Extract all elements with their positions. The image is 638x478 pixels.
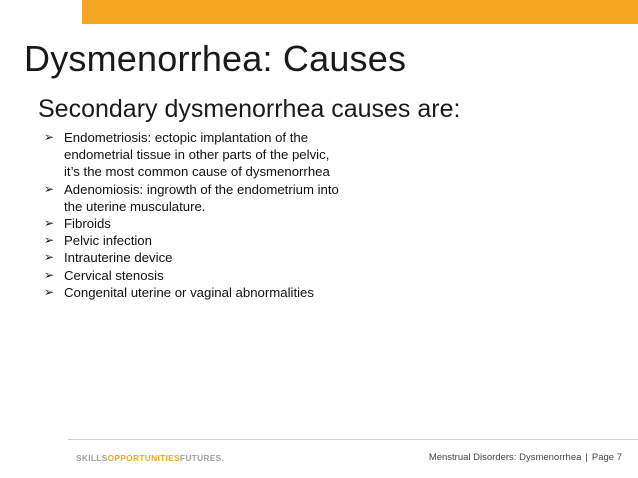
- brand-part-opportunities: OPPORTUNITIES: [107, 453, 180, 463]
- brand-logo: [76, 453, 224, 463]
- list-item: [44, 249, 424, 266]
- arrow-bullet-icon: ➢: [44, 216, 55, 231]
- bullet-line: Fibroids: [64, 216, 111, 232]
- bullet-line: Adenomiosis: ingrowth of the endometrium into: [64, 181, 339, 197]
- bullet-line: Endometriosis: ectopic implantation of the: [64, 130, 309, 145]
- footer-divider: [68, 439, 638, 440]
- bullet-line: Pelvic infection: [64, 233, 152, 249]
- bullet-line: endometrial tissue in other parts of the pelvic,: [64, 147, 330, 163]
- arrow-bullet-icon: ➢: [44, 284, 55, 299]
- list-item: [44, 232, 424, 249]
- bullet-list: [44, 129, 424, 301]
- top-accent-bar: [82, 0, 638, 24]
- arrow-bullet-icon: ➢: [44, 267, 55, 282]
- arrow-bullet-icon: ➢: [44, 130, 55, 144]
- list-item: [44, 129, 424, 181]
- arrow-bullet-icon: ➢: [44, 233, 55, 248]
- arrow-bullet-icon: ➢: [44, 181, 55, 196]
- bullet-line: Congenital uterine or vaginal abnormalities: [64, 284, 314, 300]
- bullet-line: the uterine musculature.: [64, 198, 206, 214]
- bullet-line: Cervical stenosis: [64, 267, 164, 283]
- footer-separator: |: [585, 452, 588, 463]
- bullet-line: Intrauterine device: [64, 250, 173, 266]
- deck-title: Menstrual Disorders: Dysmenorrhea: [428, 452, 582, 463]
- arrow-bullet-icon: ➢: [44, 250, 55, 265]
- list-item: [44, 267, 424, 284]
- list-item: [44, 215, 424, 232]
- brand-part-futures: FUTURES.: [179, 453, 225, 463]
- page-number: Page 7: [591, 452, 622, 463]
- slide-title: Dysmenorrhea: Causes: [24, 38, 407, 79]
- slide-subtitle: Secondary dysmenorrhea causes are:: [38, 95, 461, 123]
- bullet-line: it’s the most common cause of dysmenorrhea: [64, 164, 330, 180]
- list-item: [44, 284, 424, 301]
- brand-part-skills: SKILLS: [76, 453, 108, 463]
- list-item: [44, 181, 424, 215]
- footer-info: [429, 452, 622, 463]
